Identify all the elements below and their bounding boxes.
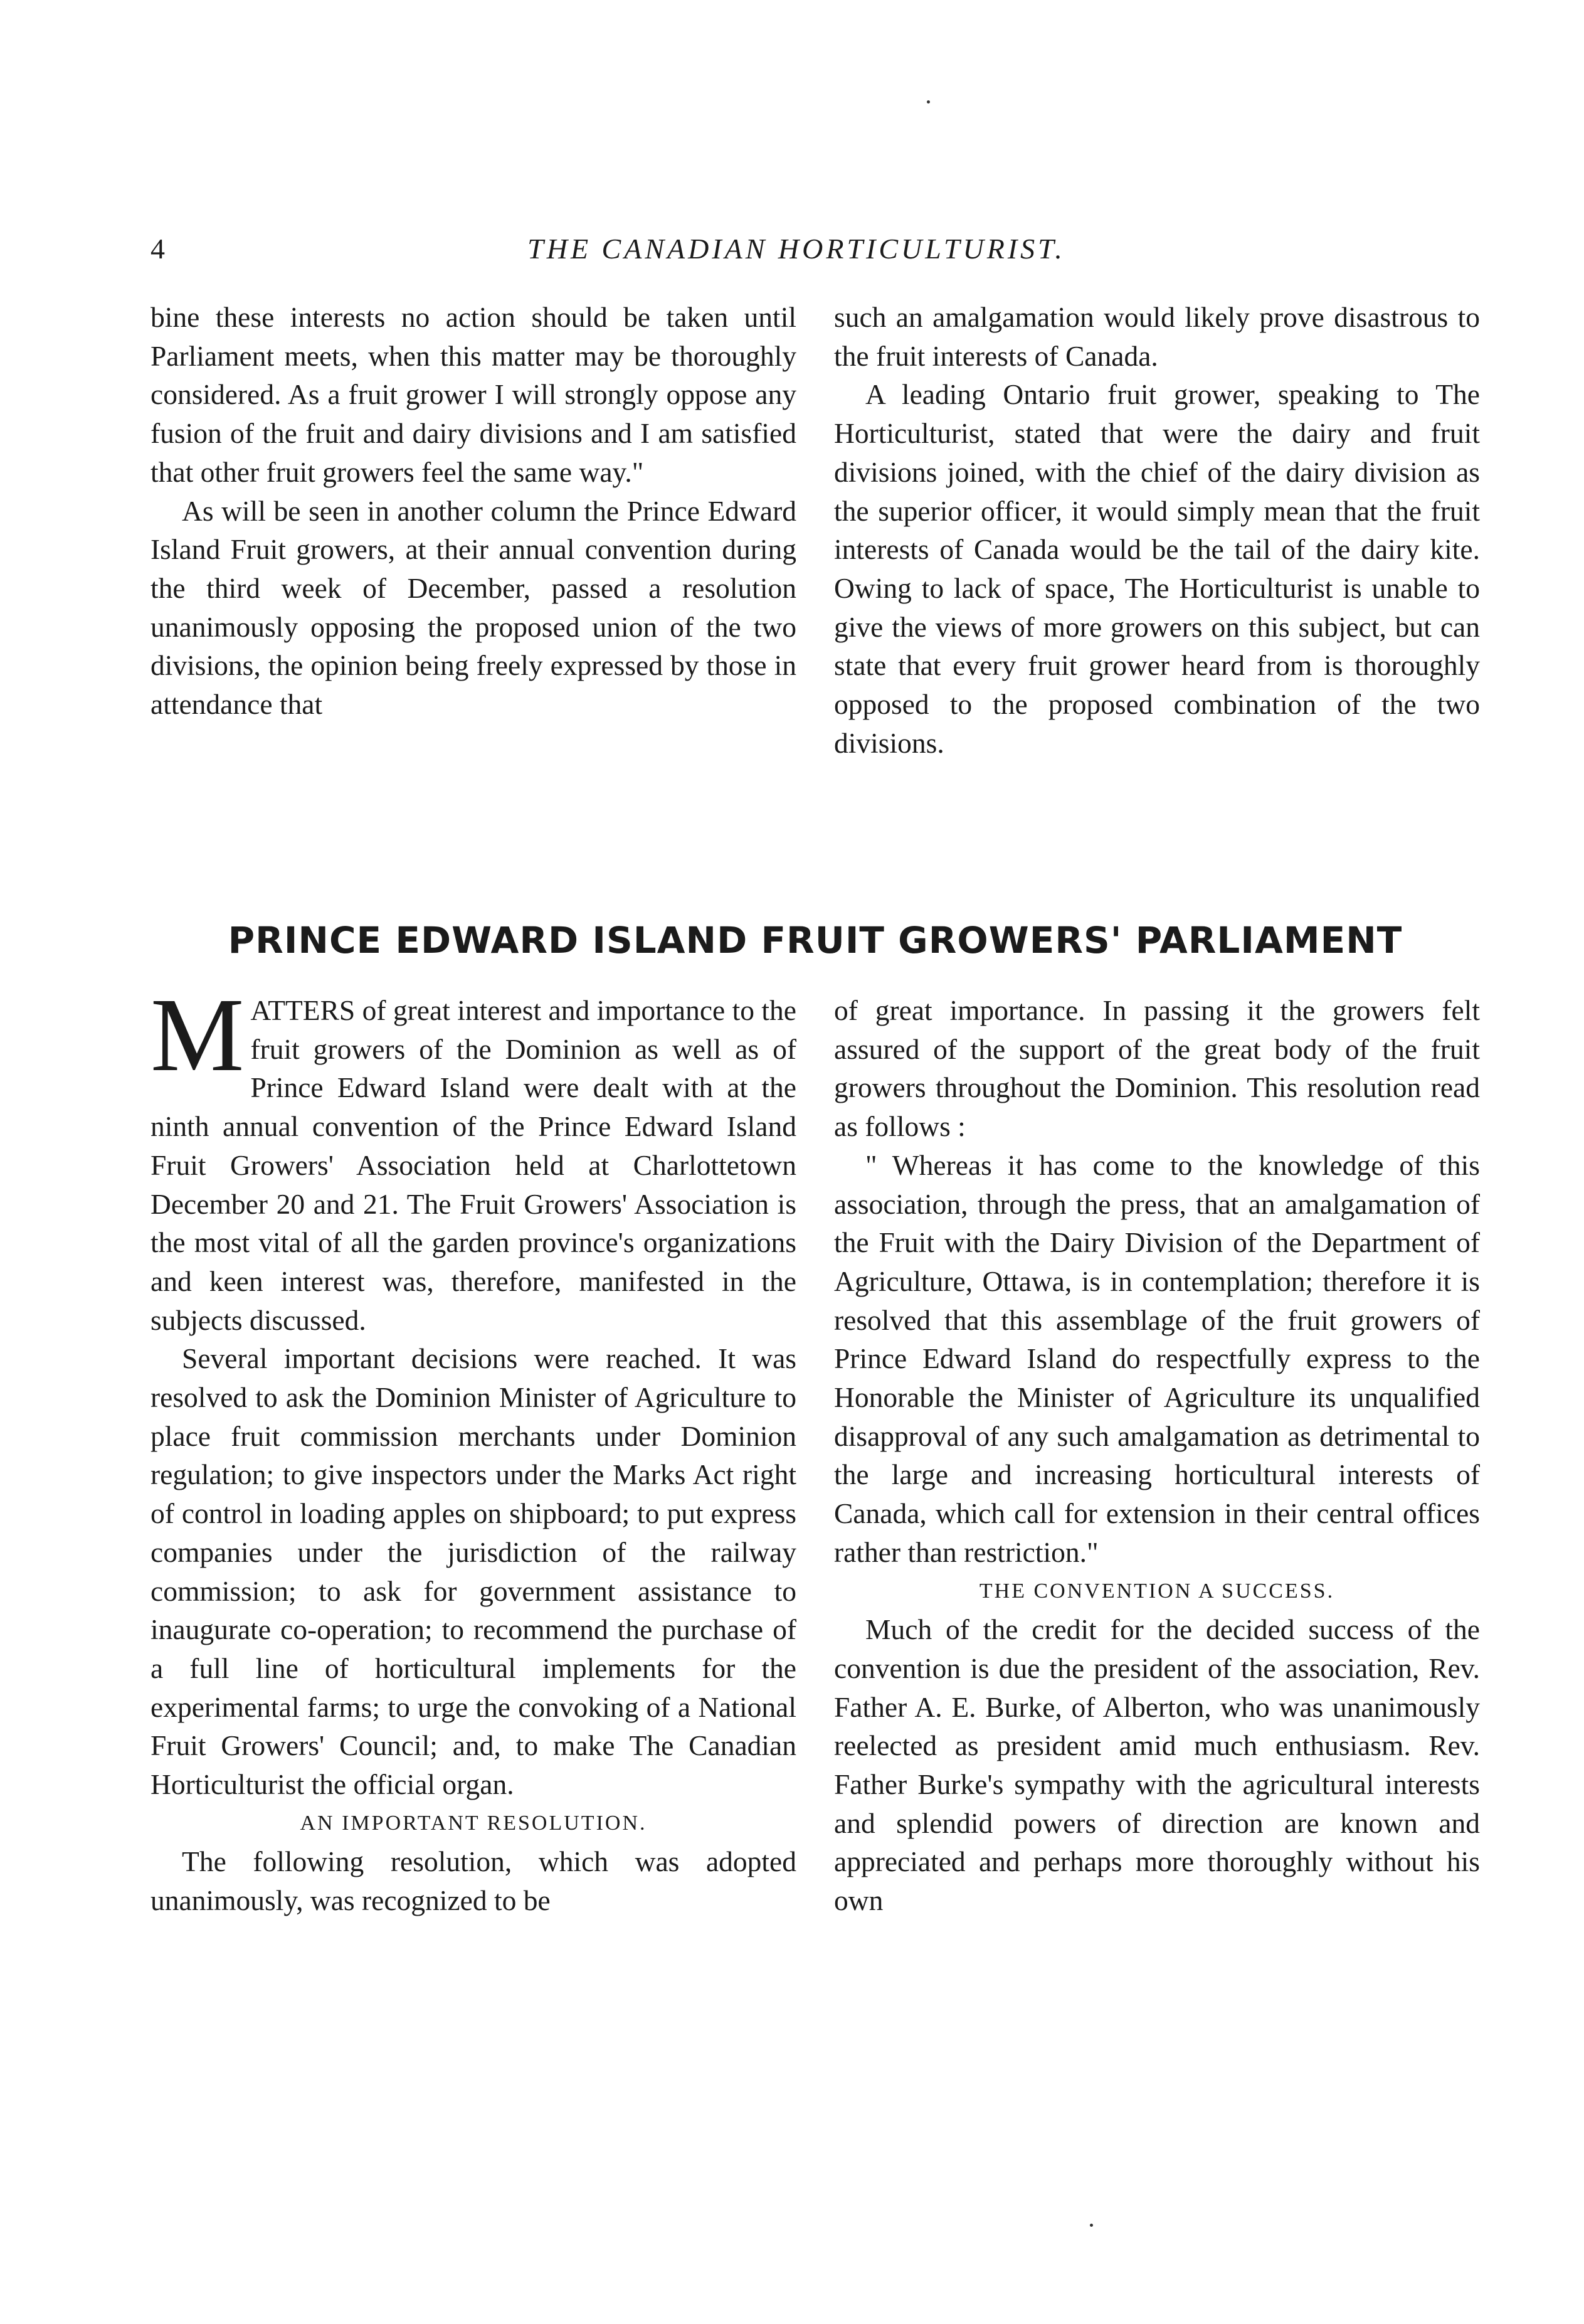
paragraph: Several important decisions were reached. It was resolved to ask the Dominion Minister of Agriculture to place fruit commission merchants under Dominion regulation; to give inspectors under the Marks Act right of control in loading apples on shipboard; to put express companies under the jurisdiction of the railway commission; to ask for government assistance to inaugurate co-operation; to recommend the purchase of a full line of horticultural implements for the experimental farms; to urge the convoking of a National Fruit Growers' Council; and, to make The Canadian Horticulturist the official organ. — [150, 1342, 796, 1801]
paragraph: bine these interests no action should be taken until Parliament meets, when this matter may be thoroughly considered. As a fruit grower I will strongly oppose any fusion of the fruit and dairy divisions and I am satisfied that other fruit growers feel the same way." — [150, 301, 796, 488]
paragraph: A leading Ontario fruit grower, speaking to The Horticulturist, stated that were the dairy and fruit divisions joined, with the chief of the dairy division as the superior officer, it would simply mean that the fruit interests of Canada would be the tail of the dairy kite. Owing to lack of space, The Horticulturist is unable to give the views of more growers on this subject, but can state that every fruit grower heard from is thoroughly opposed to the proposed combination of the two divisions. — [834, 378, 1480, 759]
article-headline: PRINCE EDWARD ISLAND FRUIT GROWERS' PARLIAMENT — [228, 919, 1403, 962]
section-subhead: AN IMPORTANT RESOLUTION. — [300, 1811, 647, 1835]
top-left-column — [150, 298, 796, 724]
top-right-column — [834, 298, 1480, 762]
print-speck — [927, 100, 930, 103]
paragraph: The following resolution, which was adopted unanimously, was recognized to be — [150, 1845, 796, 1917]
running-title: THE CANADIAN HORTICULTURIST. — [527, 233, 1065, 265]
drop-cap: M — [150, 977, 245, 1093]
opening-text: ATTERS of great interest and importance to the fruit growers of the Dominion as well as of Prince Edward Island were dealt with at the ninth annual convention of the Prince Edward Island Fruit Growers' Association held at Charlottetown December 20 and 21. The Fruit Growers' Association is the most vital of all the garden province's organizations and keen interest was, therefore, manifested in the subjects discussed. — [150, 994, 796, 1336]
section-subhead: THE CONVENTION A SUCCESS. — [979, 1579, 1335, 1603]
article-right-column — [834, 991, 1480, 1920]
paragraph: of great importance. In passing it the growers felt assured of the support of the great body of the fruit growers throughout the Dominion. This resolution read as follows : — [834, 994, 1480, 1143]
page-header — [150, 232, 1442, 276]
page-number: 4 — [150, 233, 165, 265]
article-left-column — [150, 977, 796, 1920]
resolution-quote: " Whereas it has come to the knowledge of this association, through the press, that an amalgamation of the Fruit with the Dairy Division of the Department of Agriculture, Ottawa, is in contemplation; therefore it is resolved that this assemblage of the fruit growers of Prince Edward Island do respectfully express to the Honorable the Minister of Agriculture its unqualified disapproval of any such amalgamation as detrimental to the large and increasing horticultural interests of Canada, which call for extension in their central offices rather than restriction." — [834, 1149, 1480, 1568]
paragraph: Much of the credit for the decided success of the convention is due the president of the association, Rev. Father A. E. Burke, of Alberton, who was unanimously reelected as president amid much enthusiasm. Rev. Father Burke's sympathy with the agricultural interests and splendid powers of direction are known and appreciated and perhaps more thoroughly without his own — [834, 1613, 1480, 1917]
paragraph: As will be seen in another column the Prince Edward Island Fruit growers, at their annual convention during the third week of December, passed a resolution unanimously opposing the proposed union of the two divisions, the opinion being freely expressed by those in attendance that — [150, 494, 796, 721]
print-speck — [1090, 2224, 1093, 2227]
paragraph: such an amalgamation would likely prove disastrous to the fruit interests of Canada. — [834, 301, 1480, 372]
opening-paragraph — [150, 977, 796, 1339]
